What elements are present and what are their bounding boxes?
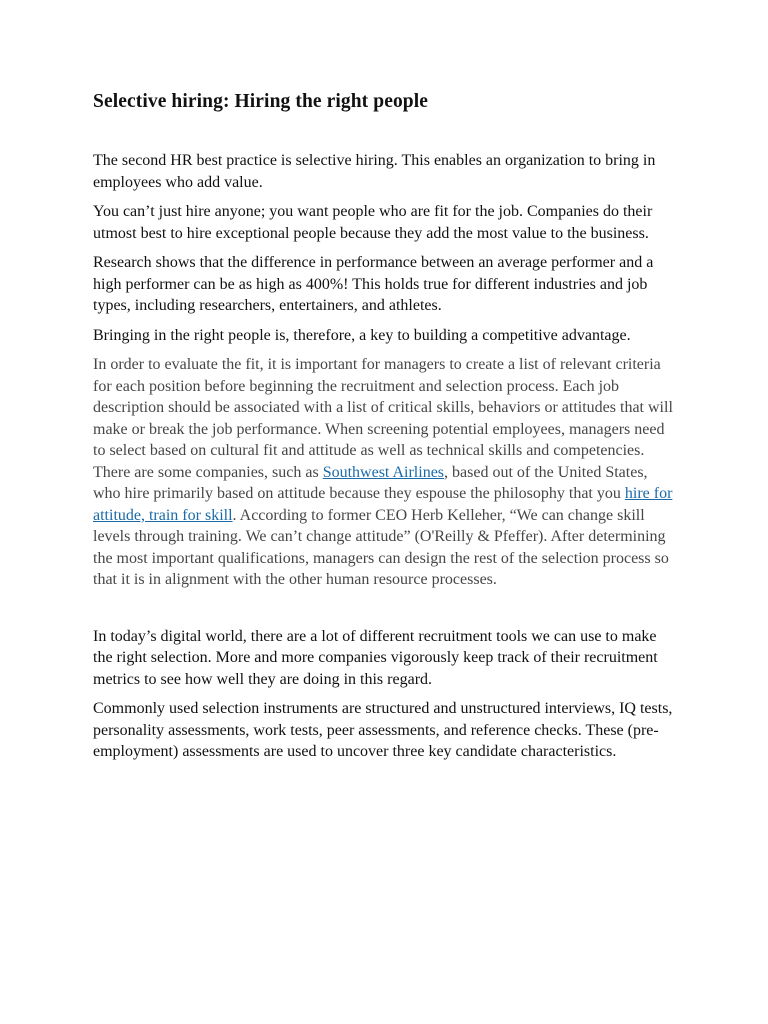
- evaluate-fit-text-2: , based out of the United States, who hire primarily based on attitude because they espouse the philosophy that you: [93, 463, 648, 502]
- hire-for-attitude-link[interactable]: hire for attitude, train for skill: [93, 485, 673, 524]
- southwest-airlines-link[interactable]: Southwest Airlines: [322, 463, 445, 481]
- evaluate-fit-text-1: In order to evaluate the fit, it is important for managers to create a list of relevant criteria for each position before beginning the recruitment and selection process. Each job description should be associated with a list of critical skills, behaviors or attitudes that will make or break the job performance. When screening potential employees, managers need to select based on cultural fit and attitude as well as technical skills and competencies. There are some companies, such as: [93, 356, 673, 481]
- evaluate-fit-text-3: . According to former CEO Herb Kelleher, “We can change skill levels through training. We can’t change attitude” (O'Reilly & Pfeffer). After determining the most important qualifications, managers can design the rest of the selection process so that it is in alignment with the other human resource processes.: [93, 506, 669, 588]
- paragraph-selection-instruments: Commonly used selection instruments are structured and unstructured interviews, IQ tests, personality assessments, work tests, peer assessments, and reference checks. These (pre-employment) assessments are used to uncover three key candidate characteristics.: [93, 700, 673, 760]
- paragraph-fit: You can’t just hire anyone; you want people who are fit for the job. Companies do their utmost best to hire exceptional people because they add the most value to the business.: [93, 203, 653, 242]
- paragraph-research: Research shows that the difference in performance between an average performer and a high performer can be as high as 400%! This holds true for different industries and job types, including researchers, entertainers, and athletes.: [93, 254, 654, 314]
- paragraph-advantage: Bringing in the right people is, therefore, a key to building a competitive advantage.: [93, 326, 631, 344]
- document-title: Selective hiring: Hiring the right people: [93, 91, 429, 112]
- paragraph-intro: The second HR best practice is selective hiring. This enables an organization to bring in employees who add value.: [93, 152, 656, 191]
- paragraph-evaluate-fit: [93, 354, 676, 591]
- paragraph-digital-world: In today’s digital world, there are a lot of different recruitment tools we can use to make the right selection. More and more companies vigorously keep track of their recruitment metrics to see how well they are doing in this regard.: [93, 627, 658, 688]
